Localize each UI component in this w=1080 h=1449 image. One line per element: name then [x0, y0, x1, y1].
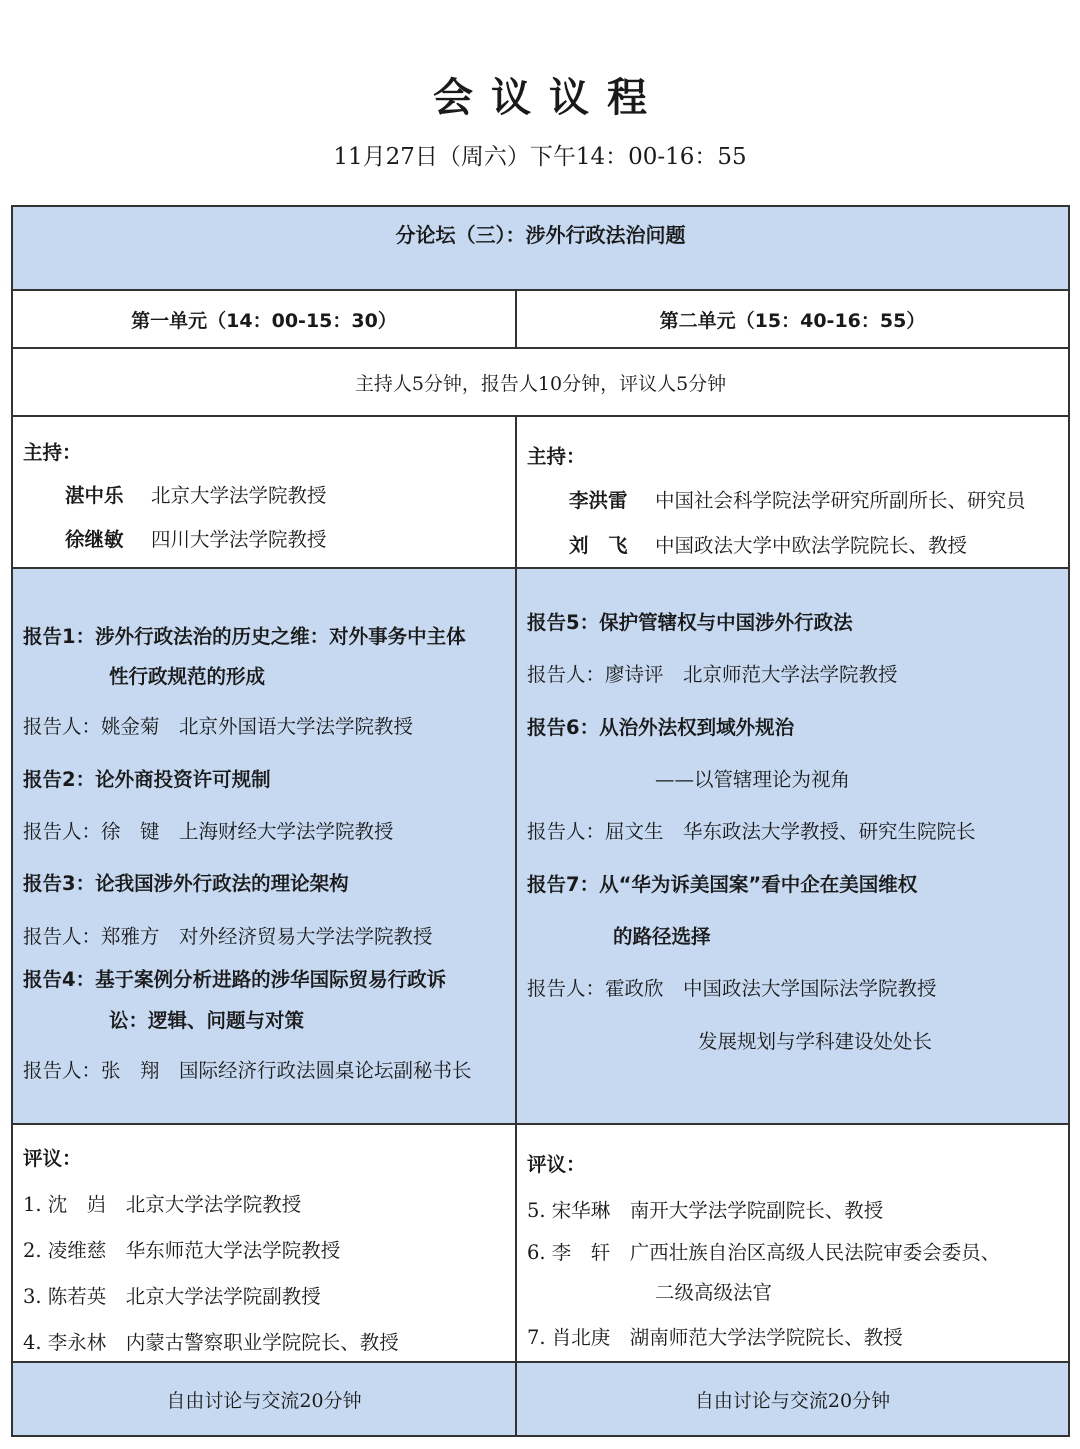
report-title-cont: 讼：逻辑、问题与对策 [109, 1009, 305, 1032]
free-discussion-row [13, 1363, 1068, 1435]
free-discussion-label: 自由讨论与交流20分钟 [166, 1389, 362, 1412]
page-title: 会议议程 [433, 75, 665, 121]
host-title: 北京大学法学院教授 [151, 484, 327, 507]
report-title: 报告3：论我国涉外行政法的理论架构 [23, 872, 349, 895]
reporter: 报告人：廖诗评 北京师范大学法学院教授 [527, 663, 898, 686]
reviewer: 2. 凌维慈 华东师范大学法学院教授 [23, 1239, 341, 1262]
unit-header-row [13, 291, 1068, 349]
report-subtitle: ——以管辖理论为视角 [655, 768, 851, 791]
report-title-cont: 的路径选择 [613, 925, 711, 948]
date-line: 11月27日（周六）下午14：00-16：55 [333, 144, 747, 170]
time-rule: 主持人5分钟，报告人10分钟，评议人5分钟 [354, 372, 727, 395]
report-title-cont: 性行政规范的形成 [109, 665, 266, 688]
reviewer: 4. 李永林 内蒙古警察职业学院院长、教授 [23, 1331, 399, 1354]
reporter: 报告人：张 翔 国际经济行政法圆桌论坛副秘书长 [23, 1059, 472, 1082]
reviewer: 6. 李 轩 广西壮族自治区高级人民法院审委会委员、 [527, 1241, 1001, 1264]
host-name: 湛中乐 [65, 484, 124, 507]
reporter: 报告人：霍政欣 中国政法大学国际法学院教授 [527, 977, 937, 1000]
review-right-label: 评议： [527, 1153, 586, 1176]
host-title: 中国社会科学院法学研究所副所长、研究员 [655, 489, 1026, 512]
time-rule-row [13, 349, 1068, 417]
hosts-left [13, 417, 517, 567]
host-title: 中国政法大学中欧法学院院长、教授 [655, 534, 968, 557]
host-name: 李洪雷 [569, 489, 628, 512]
report-title: 报告4：基于案例分析进路的涉华国际贸易行政诉 [23, 968, 447, 991]
report-title: 报告2：论外商投资许可规制 [23, 768, 271, 791]
review-row [13, 1125, 1068, 1363]
free-discussion-label: 自由讨论与交流20分钟 [694, 1389, 891, 1412]
review-left [13, 1125, 517, 1361]
host-name: 徐继敏 [65, 528, 124, 551]
reporter-cont: 发展规划与学科建设处处长 [698, 1030, 933, 1053]
reviewer: 5. 宋华琳 南开大学法学院副院长、教授 [527, 1199, 884, 1222]
reporter: 报告人：郑雅方 对外经济贸易大学法学院教授 [23, 925, 433, 948]
unit1-header [13, 291, 517, 347]
report-title: 报告6：从治外法权到域外规治 [527, 716, 795, 739]
reporter: 报告人：徐 键 上海财经大学法学院教授 [23, 820, 394, 843]
host-name: 刘 飞 [569, 534, 628, 557]
host-title: 四川大学法学院教授 [151, 528, 327, 551]
hosts-row [13, 417, 1068, 569]
unit1-label: 第一单元（14：00-15：30） [131, 309, 397, 332]
hosts-right [517, 417, 1068, 567]
unit2-label: 第二单元（15：40-16：55） [659, 309, 926, 332]
reports-left [13, 569, 517, 1123]
forum-title: 分论坛（三）：涉外行政法治问题 [395, 222, 686, 247]
reporter: 报告人：屈文生 华东政法大学教授、研究生院院长 [527, 820, 976, 843]
agenda-table [11, 205, 1070, 1437]
report-title: 报告5：保护管辖权与中国涉外行政法 [527, 611, 853, 634]
unit2-header [517, 291, 1068, 347]
free-discussion-left [13, 1363, 517, 1435]
report-title: 报告7：从“华为诉美国案”看中企在美国维权 [527, 873, 918, 896]
review-right [517, 1125, 1068, 1361]
forum-title-row [13, 207, 1068, 291]
review-left-label: 评议： [23, 1147, 82, 1170]
reporter: 报告人：姚金菊 北京外国语大学法学院教授 [23, 715, 414, 738]
free-discussion-right [517, 1363, 1068, 1435]
hosts-left-label: 主持： [23, 441, 82, 464]
reports-right [517, 569, 1068, 1123]
reviewer: 7. 肖北庚 湖南师范大学法学院院长、教授 [527, 1326, 903, 1349]
reports-row [13, 569, 1068, 1125]
report-title: 报告1：涉外行政法治的历史之维：对外事务中主体 [23, 625, 466, 648]
reviewer: 1. 沈 岿 北京大学法学院教授 [23, 1193, 302, 1216]
hosts-right-label: 主持： [527, 445, 586, 468]
reviewer: 3. 陈若英 北京大学法学院副教授 [23, 1285, 321, 1308]
reviewer-cont: 二级高级法官 [655, 1281, 773, 1304]
